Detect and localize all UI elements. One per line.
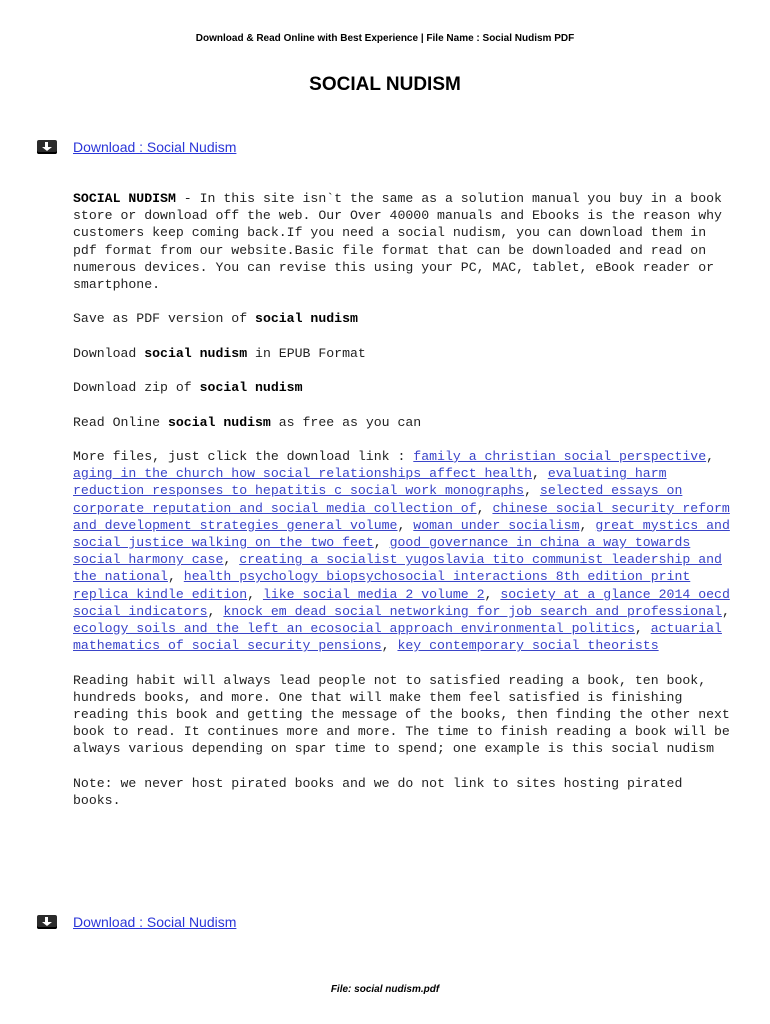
more-file-link[interactable]: creating a socialist yugoslavia tito communist leadership and the national (73, 552, 722, 585)
more-file-link[interactable]: like social media 2 volume 2 (262, 586, 485, 602)
epub-text-pre: Download (73, 345, 145, 361)
more-file-link[interactable]: selected essays on corporate reputation and social media collection of (73, 483, 683, 516)
zip-bold: social nudism (199, 380, 303, 396)
more-file-link[interactable]: chinese social security reform and development strategies general volume (73, 500, 730, 533)
intro-bold-title: SOCIAL NUDISM (73, 191, 176, 206)
save-pdf-line (73, 310, 733, 327)
download-link-bottom[interactable]: Download : Social Nudism (73, 914, 237, 930)
page-header: Download & Read Online with Best Experience | File Name : Social Nudism PDF (195, 33, 575, 44)
note-paragraph: Note: we never host pirated books and we do not link to sites hosting pirated books. (73, 775, 683, 808)
more-file-link[interactable]: family a christian social perspective (413, 448, 707, 464)
download-icon[interactable] (37, 140, 57, 154)
intro-paragraph (73, 190, 733, 293)
page-footer: File: social nudism.pdf (330, 984, 440, 995)
epub-line (73, 345, 733, 362)
more-file-link[interactable]: great mystics and social justice walking on the two feet (73, 517, 730, 550)
download-link-top[interactable]: Download : Social Nudism (73, 139, 237, 155)
page-title: SOCIAL NUDISM (309, 74, 461, 95)
read-text-pre: Read Online (73, 414, 168, 430)
download-row-top[interactable] (37, 137, 236, 157)
epub-text-post: in EPUB Format (247, 345, 366, 361)
more-file-link[interactable]: ecology soils and the left an ecosocial approach environmental politics (73, 621, 635, 636)
more-file-link[interactable]: actuarial mathematics of social security pensions (73, 621, 722, 654)
intro-text: - In this site isn`t the same as a solution manual you buy in a book store or download off the web. Our Over 40000 manuals and Ebooks is the reason why customers keep coming back.If you need a social nudism, you can download them in pdf format from our website.Basic file format that can be downloaded and read on numerous devices. You can revise this using your PC, MAC, tablet, eBook reader or smartphone. (73, 191, 722, 293)
save-pdf-bold: social nudism (255, 311, 358, 327)
zip-line (73, 379, 733, 396)
read-bold: social nudism (167, 414, 271, 430)
epub-bold: social nudism (144, 345, 248, 361)
more-file-link[interactable]: knock em dead social networking for job search and professional (223, 603, 722, 619)
zip-text: Download zip of (73, 380, 200, 396)
more-files-paragraph: More files, just click the download link : family a christian social perspective, aging in the church how social relationships affect health, evaluating harm reduction responses to hepatitis c social work monographs, selected essays on corporate reputation and social media collection of, chinese social security reform and development strategies general volume, woman under socialism, great mystics and social justice walking on the two feet, good governance in china a way towards social harmony case, creating a socialist yugoslavia tito communist leadership and the national, health psychology biopsychosocial interactions 8th edition print replica kindle edition, like social media 2 volume 2, society at a glance 2014 oecd social indicators, knock em dead social networking for job search and professional, ecology soils and the left an ecosocial approach environmental politics, actuarial mathematics of social security pensions, key contemporary social theorists (73, 448, 730, 654)
read-online-line (73, 414, 733, 431)
more-file-link[interactable]: aging in the church how social relationships affect health (73, 466, 532, 482)
more-file-link[interactable]: evaluating harm reduction responses to hepatitis c social work monographs (73, 466, 667, 499)
reading-habit-paragraph: Reading habit will always lead people not to satisfied reading a book, ten book, hundreds books, and more. One that will make them feel satisfied is finishing reading this book and getting the message of the books, then finding the other next book to read. It continues more and more. The time to finish reading a book will be always various depending on spar time to spend; one example is this social nudism (73, 672, 730, 757)
document-body (73, 190, 733, 826)
download-icon[interactable] (37, 915, 57, 929)
read-text-post: as free as you can (270, 414, 422, 430)
more-file-link[interactable]: society at a glance 2014 oecd social indicators (73, 586, 730, 619)
more-file-link[interactable]: woman under socialism (413, 517, 580, 533)
more-files-intro: More files, just click the download link : (73, 448, 414, 464)
save-pdf-text: Save as PDF version of (73, 311, 256, 327)
more-file-link[interactable]: key contemporary social theorists (397, 638, 659, 654)
more-file-link[interactable]: good governance in china a way towards social harmony case (73, 534, 691, 568)
more-file-link[interactable]: health psychology biopsychosocial interactions 8th edition print replica kindle edition (73, 569, 691, 602)
download-row-bottom[interactable] (37, 912, 236, 932)
